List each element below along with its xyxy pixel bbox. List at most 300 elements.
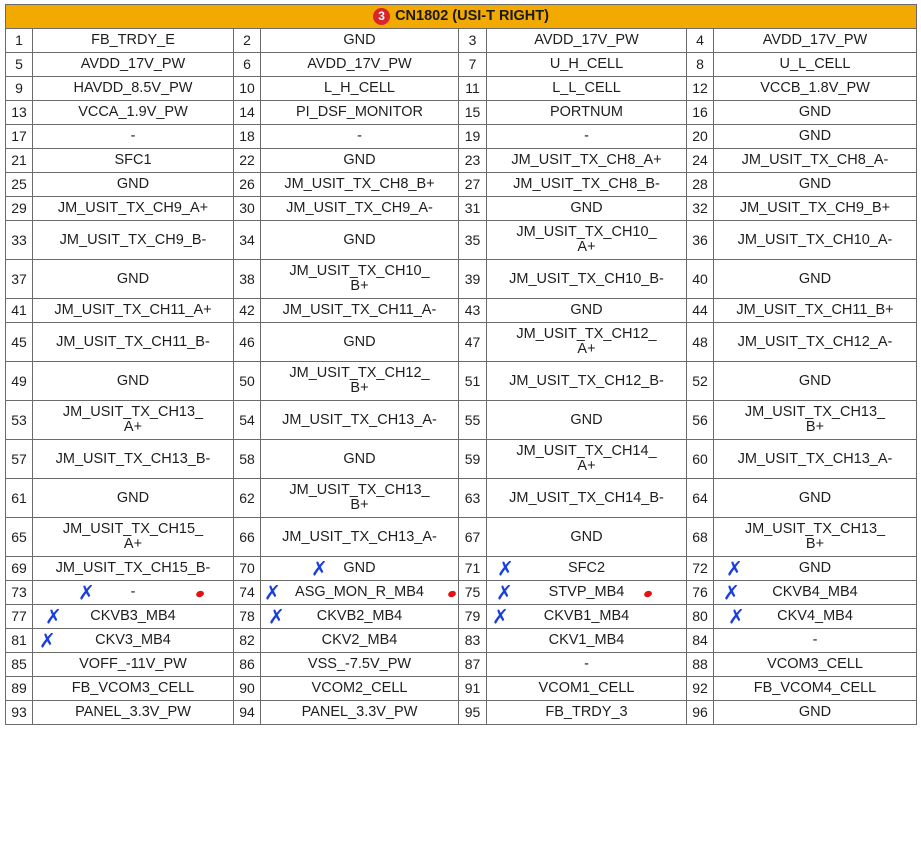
pin-number [687,629,714,653]
pin-number [687,440,714,479]
signal-name [487,362,687,401]
pin-number-text: 94 [239,704,255,720]
pin-number [234,29,261,53]
pin-table [5,4,917,725]
pin-number-text: 70 [239,560,255,576]
pin-number [234,653,261,677]
pin-number [234,101,261,125]
signal-name-text: GND [798,372,832,389]
signal-name-text: GND [570,200,603,216]
signal-name-text: JM_USIT_TX_CH10_B- [509,270,664,287]
pin-number [234,173,261,197]
pin-number-text: 59 [464,450,481,467]
pin-number [234,323,261,362]
signal-name-text: GND [798,176,832,192]
pin-number [234,479,261,518]
signal-name-text: GND [116,176,150,192]
signal-name [33,149,234,173]
pin-number-text: 71 [464,560,481,576]
pin-number-text: 46 [239,333,255,350]
signal-name [261,629,459,653]
pin-number [687,605,714,629]
signal-name [261,29,459,53]
pin-number [459,299,487,323]
signal-name [33,125,234,149]
signal-name-text: ASG_MON_R_MB4 [295,584,424,600]
pin-number-text: 7 [468,56,477,72]
signal-name-text: FB_VCOM4_CELL [753,680,877,696]
signal-name-text: GND [343,32,376,48]
signal-name [33,605,234,629]
handwritten-x-mark: ✗ [723,580,740,605]
signal-name-text: JM_USIT_TX_CH8_A- [741,152,889,168]
signal-name [487,557,687,581]
pin-number-text: 17 [11,128,27,144]
signal-name-text: PANEL_3.3V_PW [301,704,418,720]
signal-name-text: JM_USIT_TX_CH12_B- [509,372,664,389]
pin-number [234,605,261,629]
pin-number-text: 9 [15,80,23,96]
signal-name-text: JM_USIT_TX_CH8_A+ [511,152,662,168]
signal-name [487,149,687,173]
signal-name-text: GND [798,128,832,144]
pin-number [6,581,33,605]
signal-name [261,197,459,221]
pin-number [459,149,487,173]
pin-number [6,362,33,401]
pin-number [234,299,261,323]
signal-name-text: CKVB3_MB4 [90,608,176,624]
signal-name-text: GND [798,489,832,506]
signal-name-text: GND [798,704,832,720]
table-row [6,518,917,557]
pin-number [687,401,714,440]
table-row [6,701,917,725]
pin-number-text: 65 [11,528,27,545]
pin-number [459,629,487,653]
pin-number-text: 57 [11,450,27,467]
pin-number [687,125,714,149]
pin-number [687,221,714,260]
pin-number-text: 86 [239,656,255,672]
pin-number-text: 28 [692,176,708,192]
signal-name [33,197,234,221]
signal-name-text: JM_USIT_TX_CH10_A- [737,231,893,248]
handwritten-dot-mark [447,589,457,597]
table-row [6,149,917,173]
signal-name [487,173,687,197]
pin-number [6,149,33,173]
signal-name [487,701,687,725]
pin-number-text: 73 [11,584,27,600]
pin-number-text: 48 [692,333,708,350]
pin-number-text: 75 [464,584,481,600]
signal-name-text: JM_USIT_TX_CH11_A+ [54,302,212,318]
pin-number-text: 40 [692,270,708,287]
signal-name [714,221,917,260]
table-row [6,629,917,653]
pin-number [687,581,714,605]
pin-number [234,197,261,221]
handwritten-x-mark: ✗ [726,556,743,581]
handwritten-x-mark: ✗ [311,556,328,581]
pin-number [6,77,33,101]
signal-name [487,53,687,77]
pin-number [459,221,487,260]
table-row [6,101,917,125]
pin-number [6,440,33,479]
signal-name [714,440,917,479]
pin-number-text: 63 [464,489,481,506]
pin-number [234,149,261,173]
signal-name-text: PI_DSF_MONITOR [295,104,424,120]
pin-number-text: 3 [468,32,477,48]
signal-name [487,323,687,362]
signal-name [714,401,917,440]
signal-name-text: VCOM1_CELL [538,680,635,696]
pin-number-text: 35 [464,231,481,248]
pin-number [687,173,714,197]
signal-name [714,299,917,323]
table-row [6,653,917,677]
table-body [6,29,917,725]
signal-name [33,401,234,440]
pin-number-text: 18 [239,128,255,144]
pin-number-text: 60 [692,450,708,467]
signal-name [33,518,234,557]
signal-name-text: JM_USIT_TX_CH14_B- [509,489,664,506]
signal-name-text: FB_TRDY_E [91,32,175,48]
signal-name [487,77,687,101]
pin-number [234,677,261,701]
signal-name [487,677,687,701]
pin-number [459,677,487,701]
signal-name [33,701,234,725]
pin-number [6,221,33,260]
signal-name-text: GND [570,411,603,428]
pin-number [234,440,261,479]
pin-number-text: 91 [464,680,481,696]
handwritten-x-mark: ✗ [45,604,62,629]
pin-number [459,323,487,362]
signal-name [714,260,917,299]
pin-number-text: 22 [239,152,255,168]
signal-name-text: JM_USIT_TX_CH9_B- [59,231,207,248]
signal-name-text: VCOM3_CELL [767,656,863,672]
signal-name [714,125,917,149]
signal-name-text: VCCA_1.9V_PW [78,104,188,120]
signal-name-text: JM_USIT_TX_CH8_B- [513,176,660,192]
signal-name-text: AVDD_17V_PW [762,32,868,48]
signal-name [487,197,687,221]
pin-number [459,479,487,518]
pin-number-text: 15 [464,104,481,120]
pin-number [687,260,714,299]
pin-number [687,53,714,77]
pin-number-text: 2 [243,32,251,48]
signal-name-text: CKV2_MB4 [321,632,398,648]
pin-number [6,677,33,701]
table-row [6,605,917,629]
signal-name [714,701,917,725]
pin-number [6,299,33,323]
signal-name-text: JM_USIT_TX_CH11_B- [56,333,210,350]
signal-name-text: CKVB1_MB4 [543,608,630,624]
pin-number-text: 1 [15,32,23,48]
signal-name [261,53,459,77]
signal-name [487,518,687,557]
pin-number [6,29,33,53]
signal-name-text: - [584,656,589,672]
pin-number-text: 58 [239,450,255,467]
pin-number [234,77,261,101]
pin-number-text: 20 [692,128,708,144]
signal-name [261,173,459,197]
pin-number [6,629,33,653]
signal-name [714,53,917,77]
pin-number-text: 83 [464,632,481,648]
signal-name-text: JM_USIT_TX_CH14_ A+ [516,443,657,474]
pin-number [459,440,487,479]
signal-name [261,653,459,677]
signal-name [714,653,917,677]
pin-number [234,53,261,77]
pin-number-text: 12 [692,80,708,96]
signal-name [261,149,459,173]
signal-name-text: U_L_CELL [779,56,851,72]
signal-name [487,29,687,53]
pin-number-text: 11 [465,80,480,96]
pin-number-text: 76 [692,584,708,600]
pin-number-text: 26 [239,176,255,192]
signal-name-text: GND [343,560,376,576]
signal-name [261,101,459,125]
handwritten-x-mark: ✗ [268,604,285,629]
pin-number-text: 34 [239,231,255,248]
table-row [6,581,917,605]
table-row [6,221,917,260]
signal-name [487,605,687,629]
pin-number-text: 64 [692,489,708,506]
table-row [6,557,917,581]
signal-name-text: HAVDD_8.5V_PW [73,80,193,96]
pin-number [459,518,487,557]
pin-number [687,101,714,125]
pin-number-text: 38 [239,270,255,287]
signal-name [714,581,917,605]
pin-number-text: 13 [11,104,27,120]
signal-name-text: L_L_CELL [552,80,621,96]
signal-name [487,629,687,653]
signal-name-text: - [584,128,589,144]
signal-name-text: JM_USIT_TX_CH15_B- [55,560,211,576]
pin-number-text: 68 [692,528,708,545]
signal-name [33,440,234,479]
pin-number-text: 37 [11,270,27,287]
pin-number [234,125,261,149]
pin-number-text: 61 [11,489,27,506]
pin-number [6,260,33,299]
pin-number [234,701,261,725]
pin-number-text: 95 [464,704,481,720]
signal-name-text: GND [798,270,832,287]
pin-number [687,479,714,518]
pin-number [459,173,487,197]
pin-number [687,197,714,221]
signal-name [487,101,687,125]
handwritten-x-mark: ✗ [492,604,509,629]
signal-name [487,401,687,440]
signal-name [714,101,917,125]
signal-name [714,323,917,362]
signal-name [261,677,459,701]
signal-name-text: SFC2 [567,560,606,576]
pin-number [459,401,487,440]
pin-number [6,323,33,362]
signal-name [487,479,687,518]
signal-name-text: JM_USIT_TX_CH13_ B+ [744,521,886,552]
table-row [6,362,917,401]
signal-name-text: GND [343,333,376,350]
signal-name [261,605,459,629]
pin-number [687,677,714,701]
pin-number-text: 5 [15,56,23,72]
pin-number [459,653,487,677]
pin-number [6,125,33,149]
pin-number-text: 85 [11,656,27,672]
pin-number-text: 51 [464,372,481,389]
pin-number [687,653,714,677]
signal-name [714,605,917,629]
signal-name [33,629,234,653]
signal-name [714,149,917,173]
signal-name [33,260,234,299]
signal-name [261,518,459,557]
signal-name [33,53,234,77]
handwritten-x-mark: ✗ [728,604,745,629]
signal-name-text: GND [343,152,376,168]
signal-name-text: AVDD_17V_PW [307,56,412,72]
signal-name-text: - [357,128,362,144]
table-row [6,125,917,149]
signal-name-text: GND [343,231,376,248]
pin-number [459,197,487,221]
signal-name [714,77,917,101]
signal-name-text: JM_USIT_TX_CH10_ A+ [516,224,657,255]
pin-number-text: 6 [243,56,251,72]
signal-name [33,362,234,401]
signal-name [261,401,459,440]
signal-name [261,362,459,401]
pin-number [687,701,714,725]
signal-name-text: CKVB2_MB4 [316,608,403,624]
pin-number-text: 77 [11,608,27,624]
pin-number-text: 50 [239,372,255,389]
table-row [6,479,917,518]
pin-number-text: 36 [692,231,708,248]
signal-name [33,29,234,53]
signal-name-text: JM_USIT_TX_CH12_A- [737,333,893,350]
pin-number-text: 96 [692,704,708,720]
pin-number [459,557,487,581]
pin-number-text: 82 [239,632,255,648]
pin-number [687,323,714,362]
pin-number [6,197,33,221]
pin-number [234,557,261,581]
table-row [6,29,917,53]
pin-number [234,581,261,605]
signal-name [487,581,687,605]
pin-number [459,581,487,605]
signal-name-text: - [130,128,136,144]
pin-number-text: 23 [464,152,481,168]
pin-number-text: 44 [692,302,708,318]
signal-name [33,323,234,362]
signal-name-text: SFC1 [114,152,152,168]
signal-name-text: JM_USIT_TX_CH13_A- [282,411,437,428]
table-row [6,197,917,221]
pin-number-text: 4 [696,32,704,48]
pin-number [459,260,487,299]
pin-number [6,653,33,677]
pin-number-text: 56 [692,411,708,428]
pin-number-text: 14 [239,104,255,120]
pin-number-text: 93 [11,704,27,720]
signal-name [261,479,459,518]
handwritten-x-mark: ✗ [496,580,513,605]
table-row [6,401,917,440]
signal-name [33,581,234,605]
signal-name [261,323,459,362]
signal-name [33,299,234,323]
pin-number [6,53,33,77]
pin-number-text: 45 [11,333,27,350]
signal-name [261,221,459,260]
pin-number-text: 21 [11,152,27,168]
pin-number-text: 19 [464,128,481,144]
pin-number [687,149,714,173]
signal-name [261,581,459,605]
signal-name [261,440,459,479]
pin-number-text: 43 [464,302,481,318]
pin-number [234,518,261,557]
signal-name [487,221,687,260]
pin-number [234,401,261,440]
pin-number [6,173,33,197]
signal-name-text: U_H_CELL [549,56,624,72]
pin-number [687,557,714,581]
signal-name-text: VCCB_1.8V_PW [760,80,870,96]
signal-name-text: JM_USIT_TX_CH13_A- [737,450,893,467]
pin-number [6,605,33,629]
signal-name [261,77,459,101]
signal-name-text: GND [798,560,832,576]
pin-number [687,299,714,323]
pin-number-text: 42 [239,302,255,318]
signal-name-text: GND [343,450,376,467]
table-row [6,677,917,701]
signal-name [714,518,917,557]
pin-number [234,221,261,260]
signal-name-text: CKVB4_MB4 [772,584,858,600]
number-badge: 3 [373,8,390,25]
pin-number-text: 32 [692,200,708,216]
signal-name [33,77,234,101]
pin-number [6,701,33,725]
signal-name-text: JM_USIT_TX_CH9_B+ [739,200,891,216]
pin-number [687,29,714,53]
signal-name-text: PANEL_3.3V_PW [75,704,191,720]
